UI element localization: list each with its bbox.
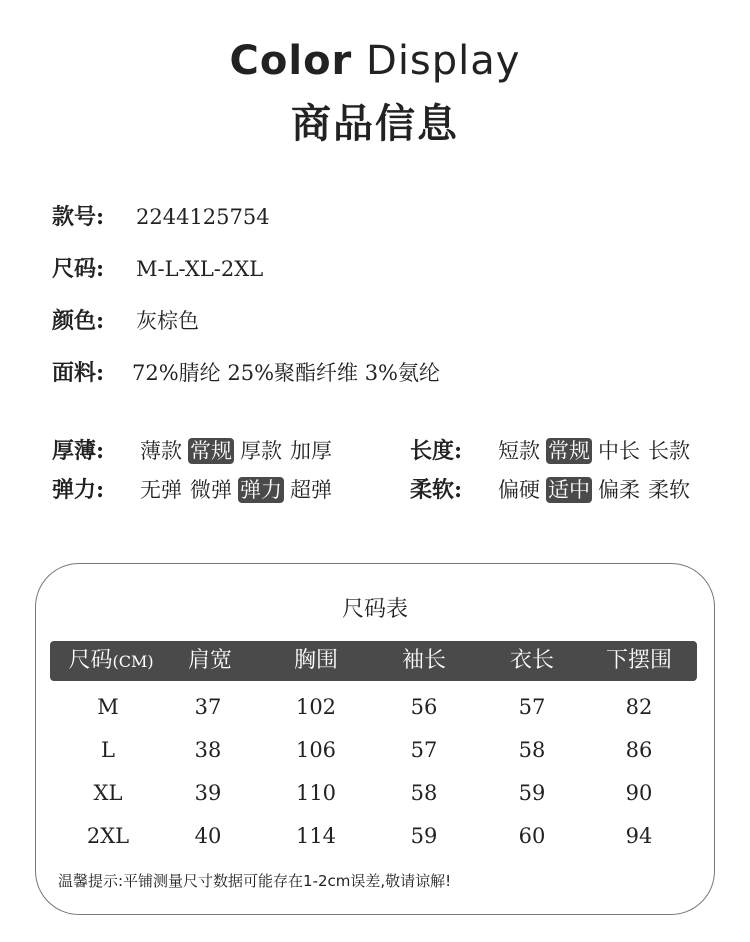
table-cell: 60 — [518, 824, 546, 848]
title-english-light: Display — [366, 38, 521, 84]
attr-option-selected: 常规 — [190, 439, 232, 463]
header-cell-size — [56, 641, 166, 681]
header-cell: 胸围 — [293, 648, 338, 673]
attr-option: 无弹 — [140, 478, 182, 502]
table-cell: 114 — [295, 824, 337, 848]
table-cell: 106 — [295, 738, 337, 762]
table-cell: 57 — [518, 695, 546, 719]
attr-option: 厚款 — [240, 439, 282, 463]
table-cell: 57 — [410, 738, 438, 762]
info-label: 面料: — [52, 360, 105, 386]
attr-option: 中长 — [598, 439, 640, 463]
info-value: 72%腈纶 25%聚酯纤维 3%氨纶 — [132, 361, 441, 385]
size-table-header — [50, 641, 697, 681]
attr-option: 加厚 — [290, 439, 332, 463]
table-cell: 2XL — [86, 824, 130, 848]
attr-option-selected: 适中 — [548, 478, 590, 502]
header-cell: 袖长 — [401, 648, 446, 673]
attr-option: 长款 — [648, 439, 690, 463]
table-cell: 110 — [295, 781, 337, 805]
info-value: 2244125754 — [136, 205, 270, 229]
table-cell: 40 — [194, 824, 222, 848]
table-cell: 102 — [295, 695, 337, 719]
info-label: 款号: — [52, 204, 105, 230]
info-value: M-L-XL-2XL — [136, 257, 264, 281]
info-row-size — [52, 254, 263, 284]
header-size-unit: (CM) — [112, 652, 154, 671]
table-cell: 56 — [410, 695, 438, 719]
attr-option: 偏柔 — [598, 478, 640, 502]
table-cell: 39 — [194, 781, 222, 805]
table-cell: 58 — [410, 781, 438, 805]
attr-option-selected: 常规 — [548, 439, 590, 463]
attr-thickness — [52, 436, 338, 466]
header-cell: 下摆围 — [605, 648, 672, 673]
attr-label: 柔软: — [410, 477, 463, 503]
title-english-bold: Color — [229, 38, 353, 84]
attr-elasticity — [52, 475, 338, 505]
attr-option-selected: 弹力 — [240, 478, 282, 502]
attr-label: 长度: — [410, 438, 463, 464]
attr-label: 厚薄: — [52, 438, 105, 464]
header-cell: 肩宽 — [187, 648, 232, 673]
table-cell: 94 — [625, 824, 653, 848]
table-cell: 59 — [410, 824, 438, 848]
attr-label: 弹力: — [52, 477, 105, 503]
attr-length — [410, 436, 696, 466]
table-cell: 90 — [625, 781, 653, 805]
table-cell: M — [97, 695, 119, 719]
attr-option: 薄款 — [140, 439, 182, 463]
attr-softness — [410, 475, 696, 505]
table-cell: 86 — [625, 738, 653, 762]
info-row-fabric — [52, 358, 440, 388]
info-row-color — [52, 306, 199, 336]
table-cell: 37 — [194, 695, 222, 719]
info-value: 灰棕色 — [136, 309, 199, 333]
attr-option: 超弹 — [290, 478, 332, 502]
attr-option: 偏硬 — [498, 478, 540, 502]
title-chinese: 商品信息 — [291, 100, 459, 147]
info-label: 颜色: — [52, 308, 105, 334]
header-size-label: 尺码 — [68, 648, 113, 673]
attr-option: 短款 — [498, 439, 540, 463]
info-label: 尺码: — [52, 256, 105, 282]
attr-option: 微弹 — [190, 478, 232, 502]
table-cell: 59 — [518, 781, 546, 805]
size-table-title: 尺码表 — [341, 597, 408, 622]
title-english — [0, 38, 750, 84]
table-cell: 82 — [625, 695, 653, 719]
table-cell: 38 — [194, 738, 222, 762]
table-cell: 58 — [518, 738, 546, 762]
attr-option: 柔软 — [648, 478, 690, 502]
table-cell: L — [101, 738, 115, 762]
size-table-note: 温馨提示:平铺测量尺寸数据可能存在1-2cm误差,敬请谅解! — [58, 872, 452, 890]
header-cell: 衣长 — [509, 648, 554, 673]
table-cell: XL — [93, 781, 123, 805]
info-row-style-number — [52, 202, 270, 232]
